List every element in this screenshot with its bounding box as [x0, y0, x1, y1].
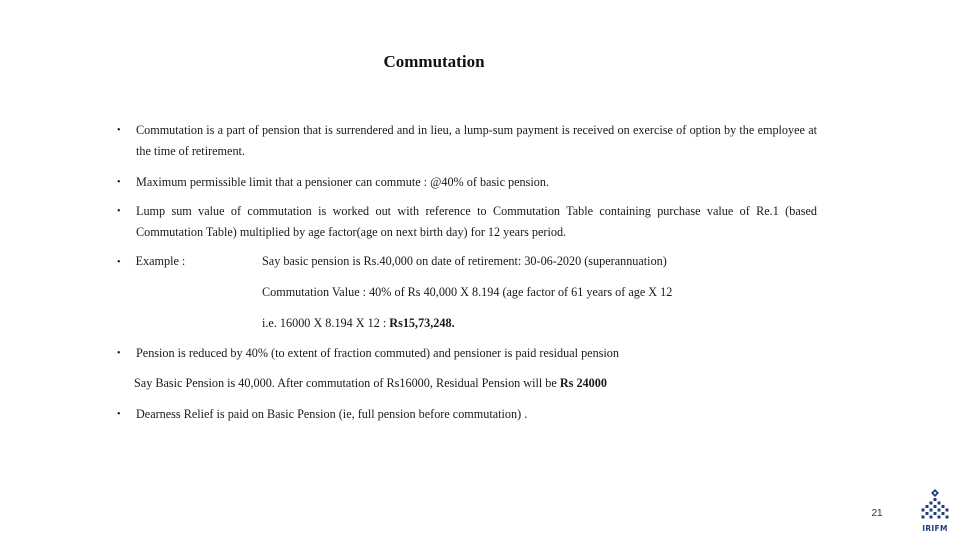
- example-line-3-text: i.e. 16000 X 8.194 X 12 :: [262, 316, 390, 330]
- bullet-icon: •: [117, 348, 121, 359]
- bullet-commutation-definition: [117, 120, 817, 162]
- bullet-text: Dearness Relief is paid on Basic Pension (ie, full pension before commutation) .: [136, 407, 528, 421]
- logo-text: IRIFM: [922, 524, 948, 533]
- page-number: 21: [871, 508, 883, 519]
- bullet-icon: •: [117, 125, 121, 136]
- irifm-logo: [918, 488, 952, 534]
- bullet-dearness-relief: [117, 404, 817, 425]
- residual-pension-amount: Rs 24000: [559, 376, 607, 390]
- bullet-pension-reduced: [117, 343, 817, 364]
- residual-pension-line: [134, 373, 607, 394]
- bullet-icon: •: [117, 409, 121, 420]
- example-line-2: Commutation Value : 40% of Rs 40,000 X 8.194 (age factor of 61 years of age X 12: [262, 285, 673, 299]
- bullet-max-limit: [117, 172, 817, 193]
- bullet-text: Maximum permissible limit that a pensioner can commute : @40% of basic pension.: [136, 175, 549, 189]
- irifm-logo-icon: [918, 488, 952, 524]
- bullet-icon: •: [117, 257, 121, 268]
- example-line-3: [262, 313, 455, 334]
- bullet-text: Pension is reduced by 40% (to extent of fraction commuted) and pensioner is paid residual pension: [136, 346, 619, 360]
- residual-pension-text: Say Basic Pension is 40,000. After commutation of Rs16000, Residual Pension will be: [134, 376, 560, 390]
- bullet-icon: •: [117, 177, 121, 188]
- bullet-text: Commutation is a part of pension that is surrendered and in lieu, a lump-sum payment is received on exercise of option by the employee at the time of retirement.: [136, 123, 817, 158]
- bullet-text: Lump sum value of commutation is worked out with reference to Commutation Table containing purchase value of Re.1 (based Commutation Table) multiplied by age factor(age on next birth day) for 12 years period.: [136, 204, 817, 239]
- example-result: Rs15,73,248.: [389, 316, 455, 330]
- bullet-lump-sum: [117, 201, 817, 243]
- page-title: Commutation: [383, 52, 485, 71]
- bullet-example: [117, 251, 185, 273]
- bullet-icon: •: [117, 206, 121, 217]
- example-label: Example :: [135, 254, 186, 268]
- example-line-1: Say basic pension is Rs.40,000 on date of retirement: 30-06-2020 (superannuation): [262, 254, 667, 268]
